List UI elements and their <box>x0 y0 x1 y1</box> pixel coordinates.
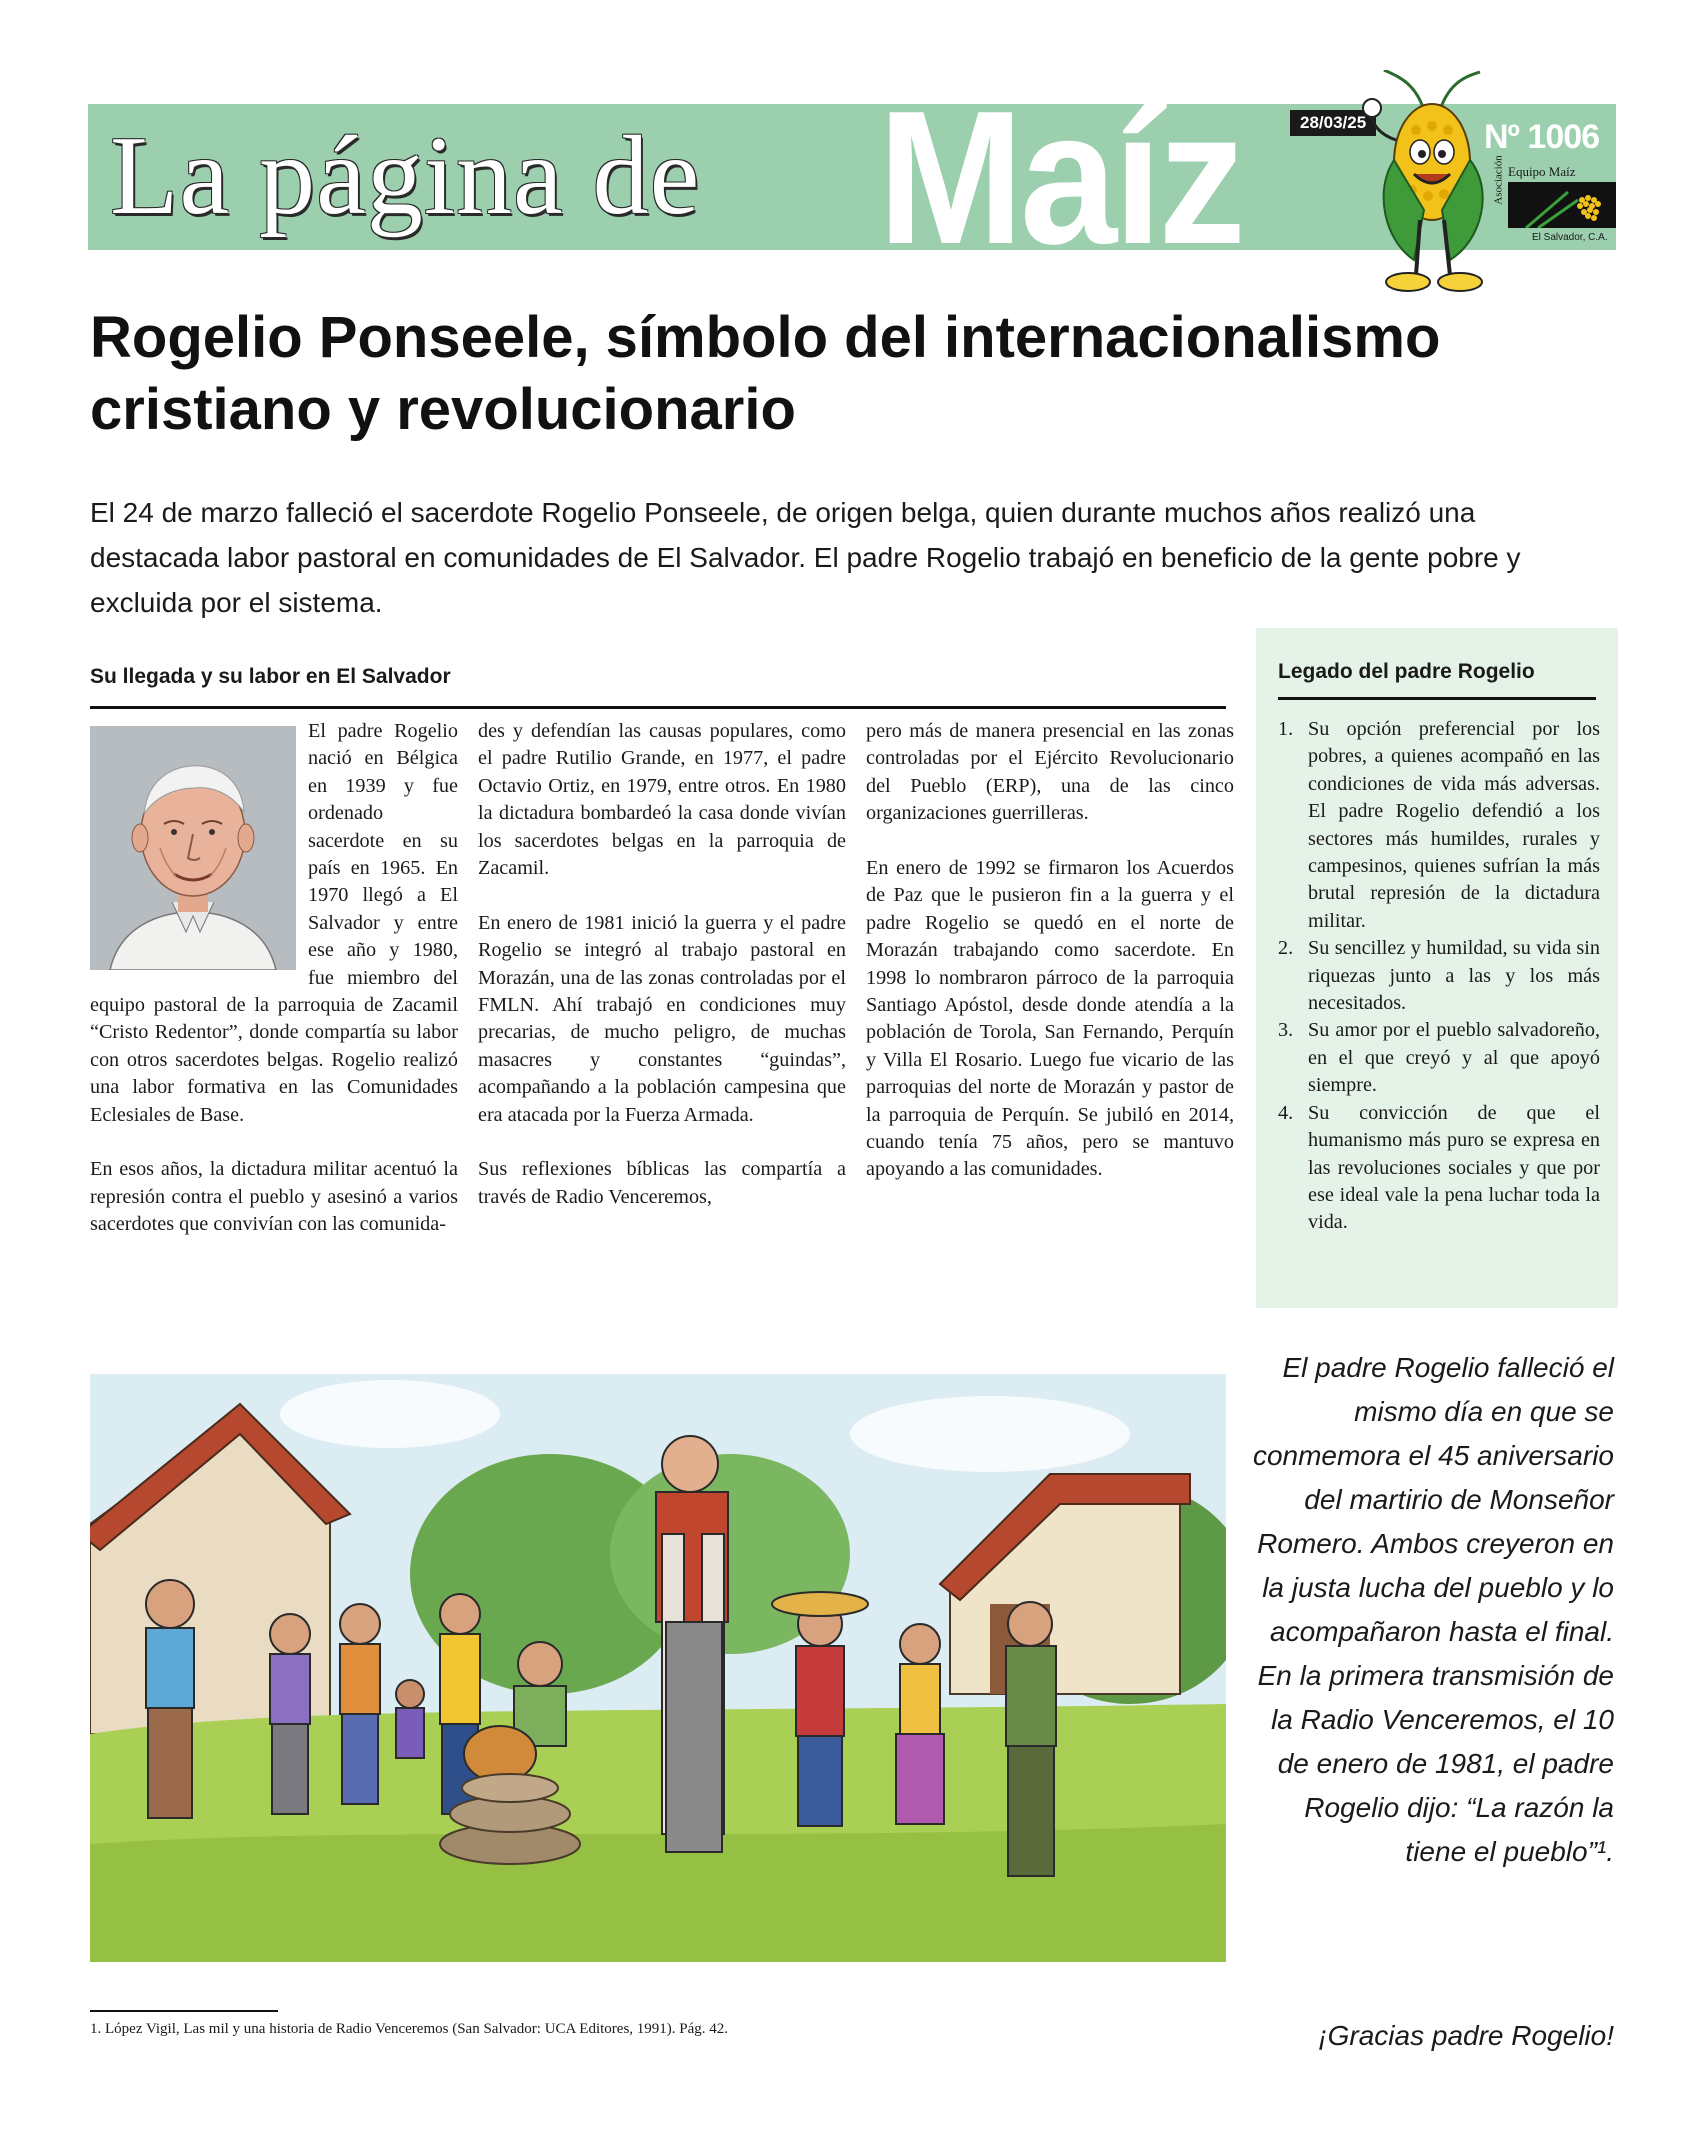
portrait-illustration <box>90 726 296 970</box>
issue-number: Nº 1006 <box>1484 118 1600 156</box>
closing-quote: El padre Rogelio falleció el mismo día en que se conmemora el 45 aniversario del martirio de Monseñor Romero. Ambos creyeron en la justa lucha del pueblo y lo acompañaron hasta el final. En la primera transmisión de la Radio Venceremos, el 10 de enero de 1981, el padre Rogelio dijo: “La razón la tiene el pueblo”¹. <box>1252 1352 1614 1867</box>
column-1-paragraph-1: El padre Rogelio nació en Bélgica en 1939 y fue ordenado sacerdote en su país en 1965. En 1970 llegó a El Salvador y entre ese año y 1980, fue miembro del equipo pastoral de la parroquia de Zacamil “Cristo Redentor”, donde compartía su labor con otros sacerdotes belgas. Rogelio realizó una labor formativa en las Comunidades Eclesiales de Base. <box>90 720 458 1126</box>
masthead <box>88 72 1616 284</box>
article-column-2 <box>478 718 846 1239</box>
sidebar-title: Legado del padre Rogelio <box>1278 658 1596 700</box>
list-text: Su opción preferencial por los pobres, a quienes acompañó en las condiciones de vida más adversas. El padre Rogelio defendió a los sectores más humildes, rurales y campesinos, quienes sufrían la más brutal represión de la dictadura militar. <box>1308 718 1600 932</box>
org-vertical-label: Asociación <box>1492 155 1505 205</box>
column-3-paragraph-1: pero más de manera presencial en las zonas controladas por el Ejército Revolucionario del Pueblo (ERP), una de las cinco organizaciones guerrilleras. <box>866 720 1234 825</box>
column-1-paragraph-2: En esos años, la dictadura militar acentuó la represión contra el pueblo y asesinó a varios sacerdotes que convivían con las comunida- <box>90 1158 458 1236</box>
list-text: Su sencillez y humildad, su vida sin riquezas junto a las y los más necesitados. <box>1308 937 1600 1015</box>
organization-logo <box>1492 155 1692 248</box>
thanks-line: ¡Gracias padre Rogelio! <box>1318 2020 1614 2051</box>
list-text: Su convicción de que el humanismo más puro se expresa en las revoluciones sociales y que por ese ideal vale la pena luchar toda la vida. <box>1308 1101 1600 1234</box>
legacy-list-item <box>1278 1100 1600 1237</box>
masthead-title-left: La página de <box>110 114 701 238</box>
column-2-paragraph-2: En enero de 1981 inició la guerra y el padre Rogelio se integró al trabajo pastoral en Morazán, una de las zonas controladas por el FMLN. Ahí trabajó en condiciones muy precarias, de mucho peligro, de muchas masacres y constantes “guindas”, acompañando a la población campesina que era atacada por la Fuerza Armada. <box>478 911 846 1126</box>
org-name: Equipo Maíz <box>1508 164 1576 179</box>
section-heading: Su llegada y su labor en El Salvador <box>90 663 1226 709</box>
article-column-3 <box>866 718 1234 1211</box>
article-headline: Rogelio Ponseele, símbolo del internacionalismo cristiano y revolucionario <box>90 305 1441 442</box>
legacy-list <box>1278 716 1600 1237</box>
list-number: 4. <box>1278 1101 1294 1124</box>
article-lede: El 24 de marzo falleció el sacerdote Rogelio Ponseele, de origen belga, quien durante muchos años realizó una destacada labor pastoral en comunidades de El Salvador. El padre Rogelio trabajó en beneficio de la gente pobre y excluida por el sistema. <box>90 497 1521 618</box>
list-number: 1. <box>1278 718 1294 740</box>
list-number: 2. <box>1278 937 1294 960</box>
legacy-list-item <box>1278 716 1600 935</box>
corn-logo-icon <box>1508 182 1616 228</box>
list-number: 3. <box>1278 1019 1294 1042</box>
community-illustration <box>90 1374 1226 1962</box>
org-country: El Salvador, C.A. <box>1532 232 1608 243</box>
date-badge: 28/03/25 <box>1290 110 1376 136</box>
footnote-divider <box>90 2010 278 2012</box>
footnote: 1. López Vigil, Las mil y una historia de Radio Venceremos (San Salvador: UCA Editores, 1991). Pág. 42. <box>90 2021 729 2037</box>
legacy-sidebar <box>1256 628 1618 1308</box>
column-2-paragraph-1: des y defendían las causas populares, como el padre Rutilio Grande, en 1977, el padre Octavio Ortiz, en 1979, entre otros. En 1980 la dictadura bombardeó la casa donde vivían los sacerdotes belgas en la parroquia de Zacamil. <box>478 720 846 880</box>
corn-mascot-icon <box>1354 70 1514 310</box>
legacy-list-item <box>1278 1017 1600 1099</box>
list-text: Su amor por el pueblo salvadoreño, en el que creyó y al que apoyó siempre. <box>1308 1019 1600 1097</box>
legacy-list-item <box>1278 935 1600 1017</box>
column-2-paragraph-3: Sus reflexiones bíblicas las compartía a través de Radio Venceremos, <box>478 1158 846 1208</box>
masthead-title-right: Maíz <box>878 72 1243 284</box>
article-column-1 <box>90 718 458 1266</box>
column-3-paragraph-2: En enero de 1992 se firmaron los Acuerdos de Paz que le pusieron fin a la guerra y el padre Rogelio se quedó en el norte de Morazán trabajando como sacerdote. En 1998 lo nombraron párroco de la parroquia Santiago Apóstol, desde donde atendía a la población de Torola, San Fernando, Perquín y Villa El Rosario. Luego fue vicario de las parroquias del norte de Morazán y pastor de la parroquia de Perquín. Se jubiló en 2014, cuando tenía 75 años, pero se mantuvo apoyando a las comunidades. <box>866 857 1234 1181</box>
